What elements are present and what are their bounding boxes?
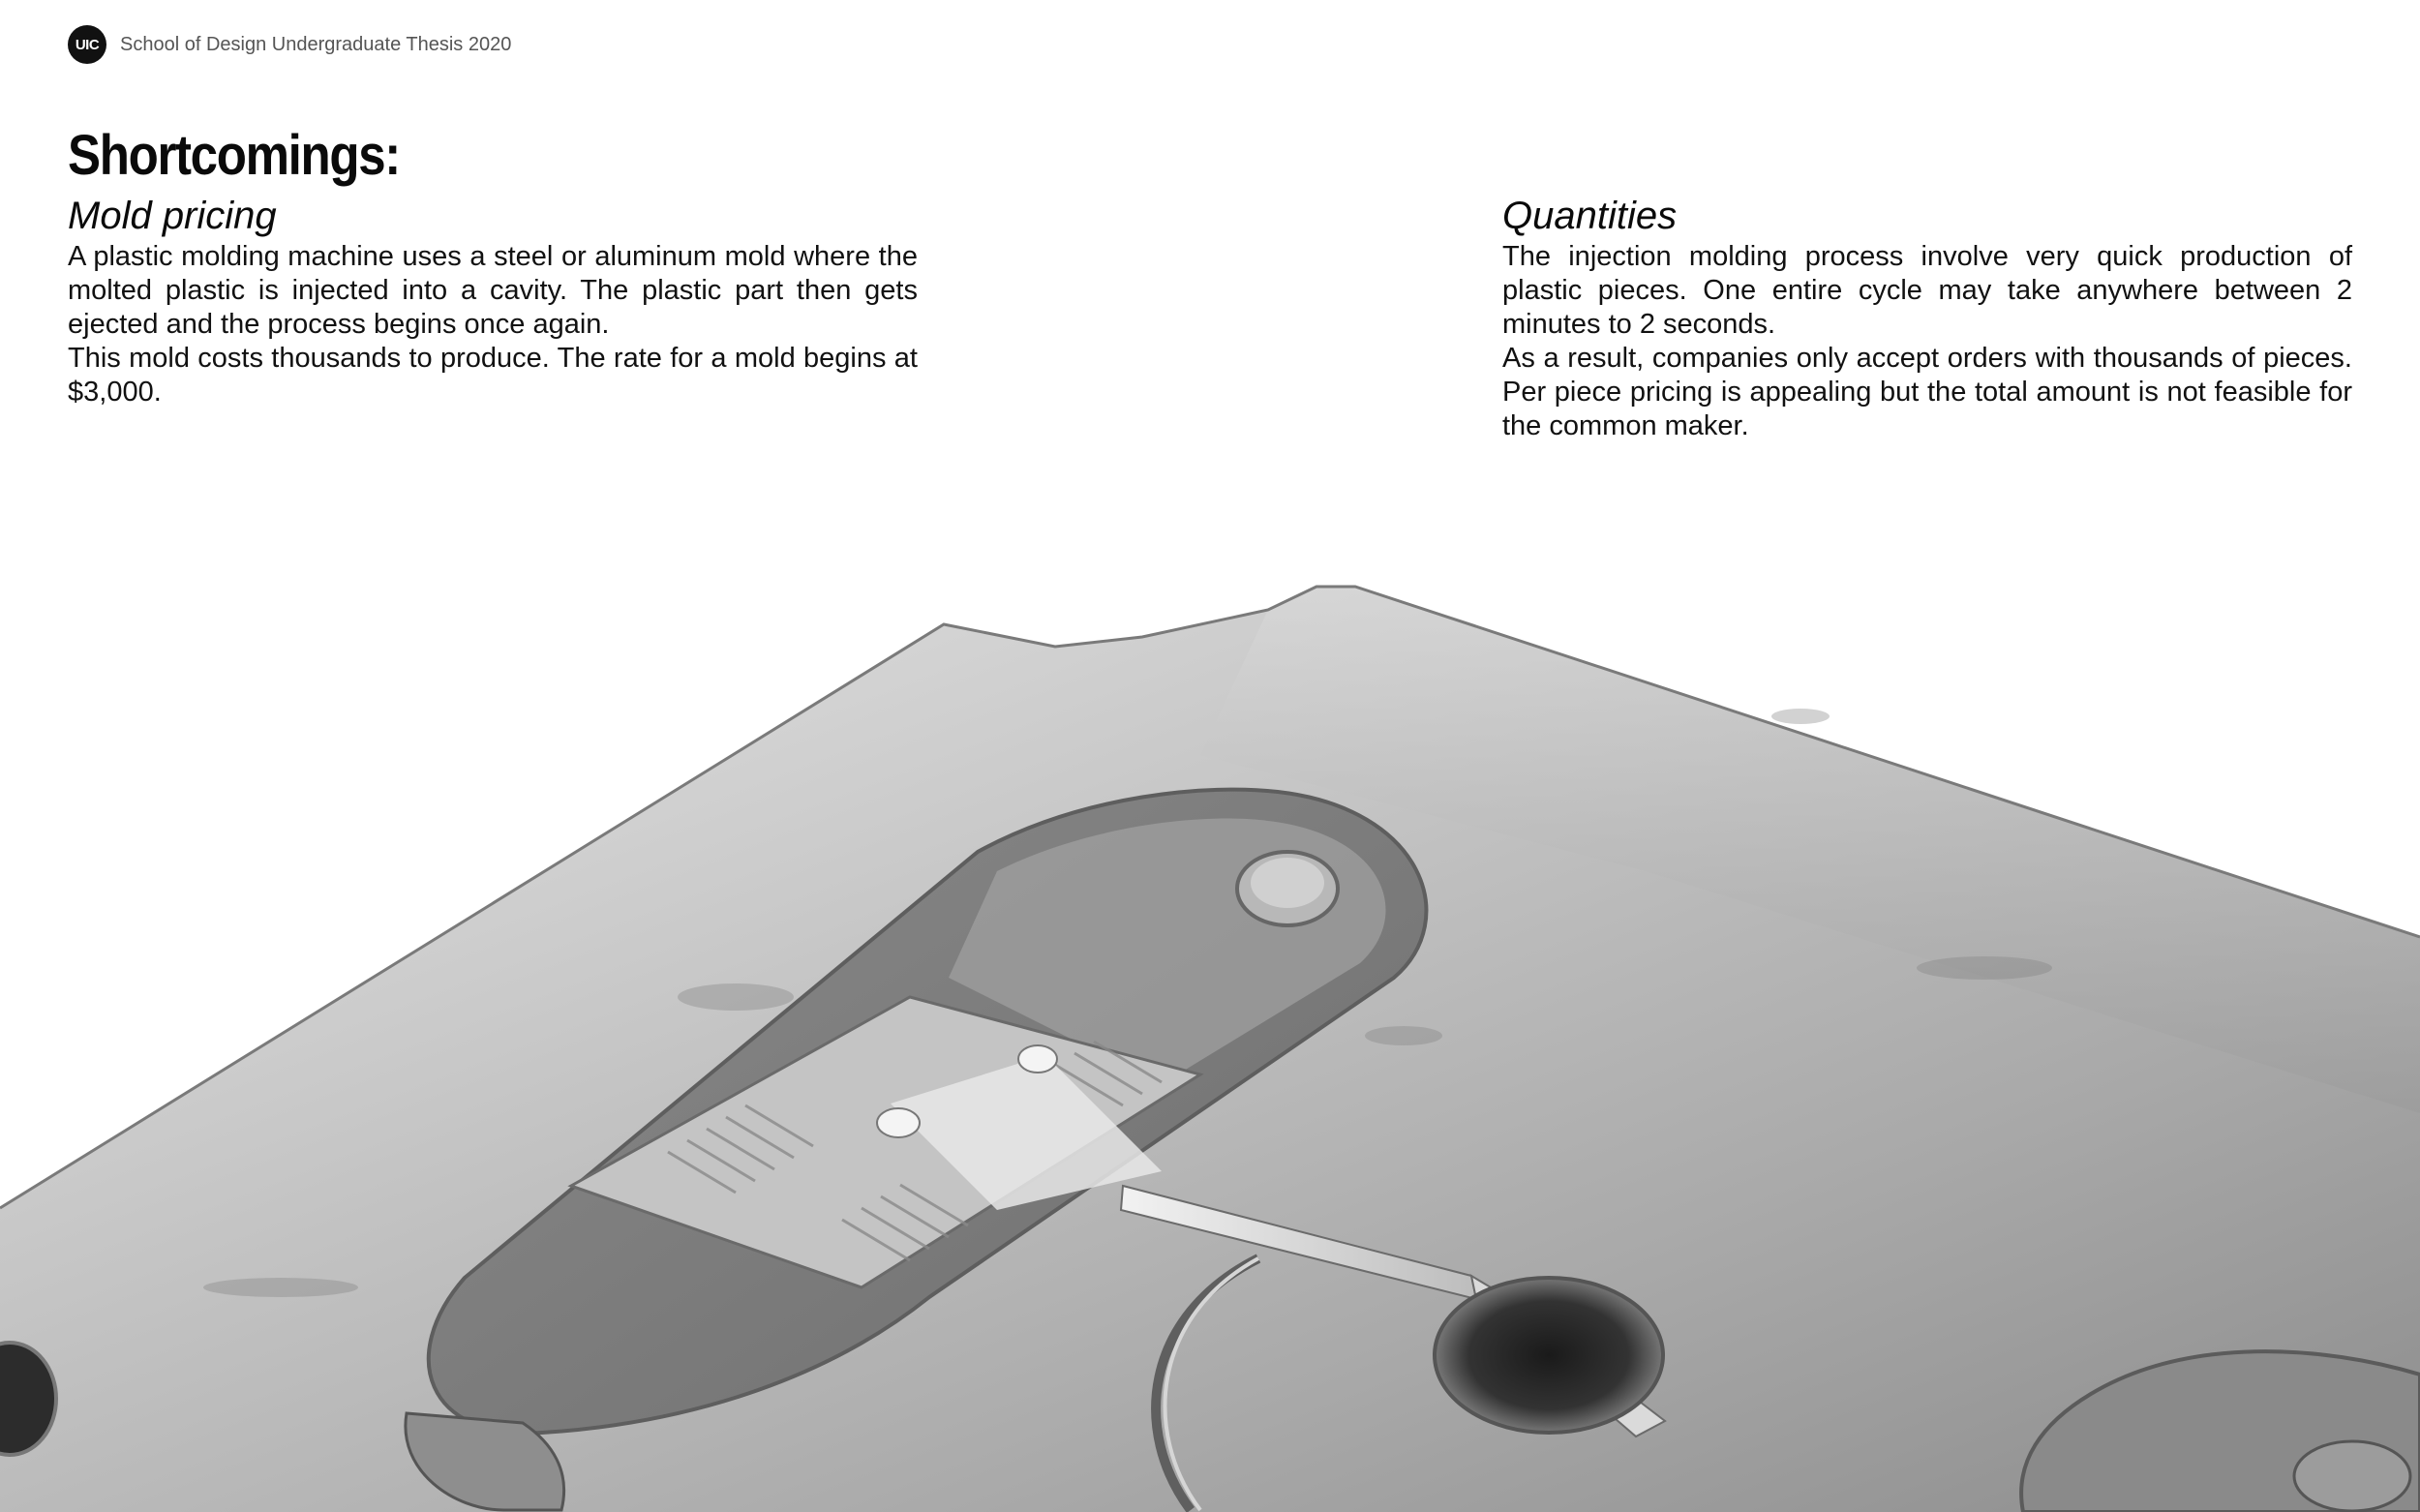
uic-logo: UIC — [68, 25, 106, 64]
page-title: Shortcomings: — [68, 124, 400, 187]
injection-mold-photo — [0, 542, 2420, 1512]
mold-pricing-section — [68, 192, 918, 409]
quantities-paragraph-1: The injection molding process involve very quick production of plastic pieces. One entire cycle may take anywhere between 2 minutes to 2 seconds. — [1502, 241, 2352, 340]
quantities-paragraph-2: As a result, companies only accept orders with thousands of pieces. Per piece pricing is appealing but the total amount is not feasible for the common maker. — [1502, 343, 2352, 441]
header-text: School of Design Undergraduate Thesis 2020 — [120, 33, 512, 55]
mold-pricing-paragraph-1: A plastic molding machine uses a steel or aluminum mold where the molted plastic is injected into a cavity. The plastic part then gets ejected and the process begins once again. — [68, 241, 918, 340]
mold-sprue-hole — [1435, 1278, 1663, 1433]
mold-pricing-heading: Mold pricing — [68, 195, 277, 237]
page-header — [68, 25, 511, 64]
quantities-heading: Quantities — [1502, 195, 1678, 237]
mold-pricing-paragraph-2: This mold costs thousands to produce. The rate for a mold begins at $3,000. — [68, 343, 918, 408]
quantities-section — [1502, 192, 2352, 443]
